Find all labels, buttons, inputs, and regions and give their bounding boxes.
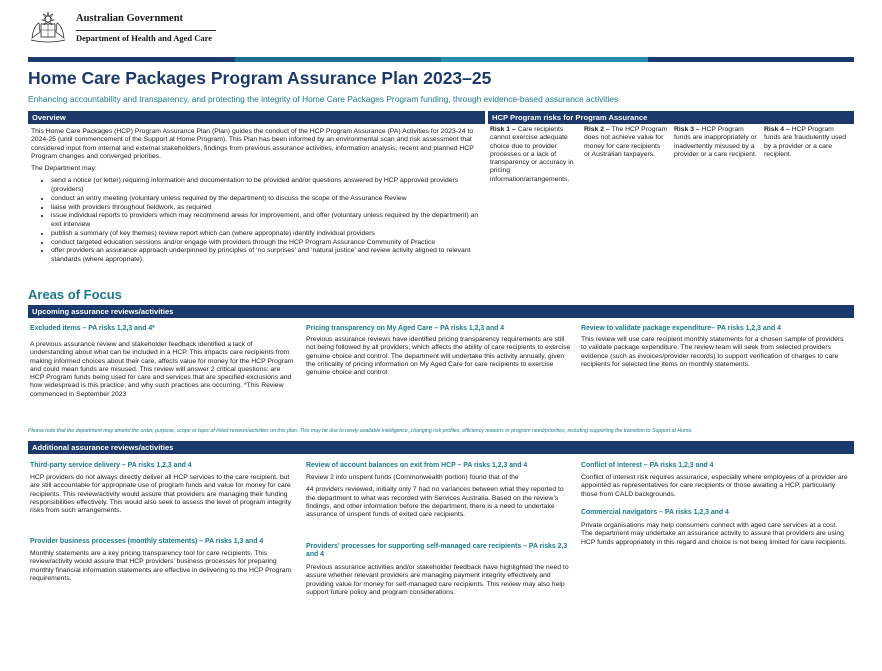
additional-title: Providers’ processes for supporting self-managed care recipients – PA risks 2,3 and 4 [306, 543, 568, 559]
overview-bullet: • issue individual reports to providers which may recommend areas for improvement, and offer (voluntary unless required by the department) an exit interview [51, 212, 481, 229]
risks-heading: HCP Program risks for Program Assurance [488, 111, 854, 124]
risk-label: Risk 4 – [764, 126, 790, 133]
gov-name: Australian Government [76, 13, 184, 24]
additional-title: Provider business processes (monthly statements) – PA risks 1,3 and 4 [30, 538, 264, 545]
overview-intro: This Home Care Packages (HCP) Program Assurance Plan (Plan) guides the conduct of the HCP Program Assurance (PA) Activities for 2023-24 to 2024-25 (until commencement of the Support at Home Program). This Plan has been informed by an environmental scan and risk assessment that considered input from internal and external stakeholders, findings from previous assurance activities, information analysis, recent and planned HCP Program changes and converged priorities. [31, 128, 474, 160]
overview-body [31, 128, 481, 265]
additional-title: Commercial navigators – PA risks 1,2,3 and 4 [581, 509, 729, 516]
additional-body: HCP providers do not always directly deliver all HCP services to the care recipient, but are still accountable for appropriate use of program funds and value for money for care recipients. This review/activity would assure that providers are managing their funding responsibilities effectively. This would also seek to assess the level of program integrity risks from such arrangements. [30, 474, 292, 515]
stripe-segment [235, 57, 442, 62]
overview-bullet: • liaise with providers throughout fieldwork, as required [51, 204, 481, 212]
overview-bullet: • conduct an entry meeting (voluntary unless required by the department) to discuss the scope of the Assurance Review [51, 195, 481, 203]
additional-heading: Additional assurance reviews/activities [28, 441, 854, 454]
risk-text: The HCP Program does not achieve value for money for care recipients or Australian taxpayers. [584, 126, 668, 158]
gov-header [28, 8, 328, 48]
overview-bullet: • offer providers an assurance approach underpinned by principles of ‘no surprises’ and ‘natural justice’ and review activity aligned to relevant standards (where appropriate). [51, 247, 481, 264]
upcoming-title: Review to validate package expenditure– PA risks 1,2,3 and 4 [581, 325, 781, 332]
areas-of-focus-heading: Areas of Focus [28, 287, 122, 302]
risk-2 [584, 126, 668, 159]
overview-bullet: • send a notice (or letter) requiring information and documentation to be provided and/or questions answered by HCP approved providers (providers) [51, 177, 481, 194]
page-title: Home Care Packages Program Assurance Plan 2023–25 [28, 68, 492, 88]
risk-label: Risk 2 – [584, 126, 610, 133]
risk-text: Care recipients cannot exercise adequate choice due to provider processes or a lack of transparency or accuracy in pricing information/arrangements. [490, 126, 574, 183]
risk-4 [764, 126, 848, 159]
risk-text: HCP Program funds are fraudulently used by a provider or a care recipient. [764, 126, 846, 158]
upcoming-body: This review will use care recipient monthly statements for a chosen sample of providers to validate package expenditure. The review team will seek from selected providers evidence (such as invoices/provider records) to support verification of charges to care recipients for selected line items on monthly statements. [581, 336, 844, 368]
risk-3 [674, 126, 758, 159]
upcoming-heading: Upcoming assurance reviews/activities [28, 305, 854, 318]
additional-body-line: 44 providers reviewed, initially only 7 had no variances between what they reported to the department to what was recorded with Services Australia. Based on the review’s findings, and other information before the department, there is a need to undertake assurance of unspent funds of exited care recipients. [306, 486, 564, 519]
upcoming-title: Excluded items – PA risks 1,2,3 and 4* [30, 325, 155, 332]
additional-body: Conflict of interest risk requires assurance, especially where employees of a provider are appointed as representatives for care recipients or those awaiting a HCP, particularly those from CALD backgrounds. [581, 474, 848, 498]
additional-body: Monthly statements are a key pricing transparency tool for care recipients. This review/activity would assure that HCP providers’ business processes for preparing monthly financial information statements are effective in delivering to the HCP Program requirements. [30, 550, 292, 582]
coat-of-arms-logo [28, 8, 68, 44]
risk-label: Risk 1 – [490, 126, 516, 133]
overview-bullet-list [31, 177, 481, 264]
additional-body-line: Review 2 into unspent funds (Commonwealth portion) found that of the [306, 474, 519, 481]
upcoming-body: A previous assurance review and stakeholder feedback identified a lack of understanding about what can be included in a HCP. This impacts care recipients from making informed choices about their care, affects value for money for the HCP Program and could mean funds are misused. This review will answer 2 critical questions: are HCP Program funds being used for care and services that are specified exclusions and how widespread is this practice; and why such practices are occurring. *This Review commenced in September 2023 [30, 341, 294, 398]
overview-bullet: • conduct targeted education sessions and/or engage with providers through the HCP Program Assurance Community of Practice [51, 239, 481, 247]
stripe-segment [648, 57, 855, 62]
additional-title: Conflict of interest – PA risks 1,2,3 and 4 [581, 462, 714, 469]
risk-1 [490, 126, 574, 184]
risk-label: Risk 3 – [674, 126, 700, 133]
overview-bullet: • publish a summary (of key themes) review report which can (where appropriate) identify individual providers [51, 230, 481, 238]
upcoming-body: Previous assurance reviews have identified pricing transparency requirements are still not being followed by all providers, which affects the ability of care recipients to exercise genuine choice and control. The department will undertake this activity annually, given the criticality of pricing information on My Aged Care for care recipients to exercise genuine choice and control. [306, 336, 571, 377]
page-subtitle: Enhancing accountability and transparency, and protecting the integrity of Home Care Packages Program funding, through evidence-based assurance activities [28, 94, 619, 104]
upcoming-title: Pricing transparency on My Aged Care – PA risks 1,2,3 and 4 [306, 325, 505, 332]
risk-text: HCP Program funds are inappropriately or inadvertently misused by a provider or a care recipient. [674, 126, 757, 158]
overview-may: The Department may: [31, 165, 97, 173]
additional-body: Previous assurance activities and/or stakeholder feedback have highlighted the need to assure whether relevant providers are managing payment integrity effectively and providing value for money for self-managed care recipients. This review may also help support future policy and program considerations. [306, 564, 569, 596]
additional-body [306, 474, 572, 523]
colour-stripe [28, 57, 854, 62]
additional-title: Review of account balances on exit from HCP – PA risks 1,2,3 and 4 [306, 462, 528, 469]
amendment-note: Please note that the department may amend the order, purpose, scope or topic of listed reviews/activities on this plan. This may be due to newly available intelligence, changing risk profiles, efficiency reasons or program need/priorities, including supporting the transition to Support at Home. [28, 428, 693, 434]
stripe-segment [441, 57, 648, 62]
additional-title: Third-party service delivery – PA risks 1,2,3 and 4 [30, 462, 192, 469]
overview-heading: Overview [28, 111, 485, 124]
additional-body: Private organisations may help consumers connect with aged care services at a cost. The department may undertake an assurance activity to assure that providers are using HCP funds appropriately in this regard and choice is not being limited for care recipients. [581, 522, 847, 546]
department-name: Department of Health and Aged Care [76, 30, 216, 43]
stripe-segment [28, 57, 235, 62]
